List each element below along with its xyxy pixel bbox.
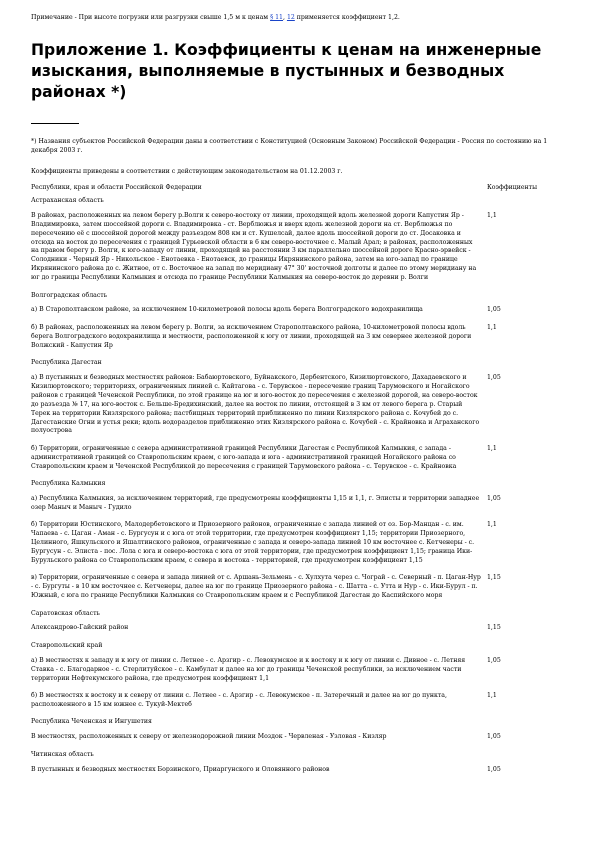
table-row <box>31 733 568 750</box>
page-title: Приложение 1. Коэффициенты к ценам на инженерные изыскания, выполняемые в пустынных и безводных районах *) <box>31 41 542 101</box>
territory-description: а) В пустынных и безводных местностях районов: Бабаюртовского, Буйнакского, Дербентского, Кизилюртовского, Дахадаевского и Кизилюртовского; территориях, ограниченных линией с. Кайтагова - с. Терувское - пересечение границ Тарумовского и Ногайского районов с границей Чеченской Республики, по этой границе на юг и юго-восток до пересечения с железной дорогой, на северо-восток до разъезда № 17, на юго-восток с. Бельше-Бредихинский, далее на восток по линии, отстоящей в 3 км от левого берега р. Старый Терек на территории Кизлярского района; пастбищных территорий приближенно по линии Кизлярского района с. Кочубей до с. Дагестанские Огни и устья реки; вдоль водоразделов приближенно этих Кизлярского района с. Кочубей - с. Крайновка и Аграханского полуострова <box>31 374 480 435</box>
coefficient-value: 1,05 <box>487 656 501 664</box>
coefficient-value <box>487 292 568 307</box>
header-region: Республики, края и области Российской Федерации <box>31 184 202 191</box>
coefficient-value: 1,15 <box>487 624 501 632</box>
coefficient-value <box>487 718 568 733</box>
link-separator: , <box>283 14 285 21</box>
table-row <box>31 374 568 445</box>
territory-description: б) Территории Юстинского, Малодербетовского и Приозерного районов, ограниченные с запада линией от оз. Бор-Манцан - с. им. Чапаева - с. Цаган - Аман - с. Бургусун и с юга от этой территории, где предусмотрен коэффициент 1,15; территории Приозерного, Целинного, Яшкульского и Яшалтинского районов, ограниченные с запада и северо-запада линией 10 км восточнее с. Кетченеры - с. Бургусун - с. Элиста - пос. Лола с юга и северо-востока с юга от этой территории, где предусмотрен коэффициент 1,15; граница Ики-Бурульского района со Ставропольским краем, с севера и востока - территорией, где предусмотрен коэффициент 1,15 <box>31 521 475 564</box>
territory-description: в) Территории, ограниченные с севера и запада линией от с. Аршань-Зельмень - с. Хулхута через с. Чограй - с. Северный - п. Цаган-Нур - с. Бургуты - в 10 км восточнее с. Кетченеры, далее на юг по границе Приозерного района - с. Шатта - с. Утта и Нур - с. Ики-Бурул - п. Южный, с юга по границе Республики Калмыкия со Ставропольским краем и с Республикой Дагестан до Каспийского моря <box>31 574 481 600</box>
region-section-row <box>31 718 568 733</box>
coefficient-value: 1,05 <box>487 494 501 502</box>
table-row <box>31 495 568 521</box>
region-section-row <box>31 610 568 625</box>
note-text-start: Примечание - При высоте погрузки или разгрузки свыше 1,5 м к ценам <box>31 14 269 21</box>
region-name: Волгоградская область <box>31 291 108 299</box>
link-section-12[interactable]: 12 <box>286 14 295 21</box>
coefficient-value: 1,1 <box>487 691 497 699</box>
coefficient-value <box>487 610 568 625</box>
table-row <box>31 657 568 692</box>
loading-height-note <box>31 14 400 22</box>
table-header-row <box>31 184 568 197</box>
coefficient-value: 1,05 <box>487 733 501 741</box>
territory-description: а) Республика Калмыкия, за исключением территорий, где предусмотрены коэффициенты 1,15 и 1,1, г. Элисты и территории западнее озер Маныч и Маныч - Гудило <box>31 494 480 511</box>
region-name: Республика Калмыкия <box>31 480 106 488</box>
region-section-row <box>31 751 568 766</box>
coefficient-value: 1,15 <box>487 574 501 582</box>
region-section-row <box>31 197 568 212</box>
applied-legislation-note: Коэффициенты приведены в соответствии с действующим законодательством на 01.12.2003 г. <box>31 168 343 175</box>
region-name: Ставропольский край <box>31 641 103 649</box>
coefficient-value: 1,05 <box>487 765 501 773</box>
region-name: Республика Чеченская и Ингушетия <box>31 718 152 726</box>
territory-description: б) Территории, ограниченные с севера административной границей Республики Дагестан с Республикой Калмыкия, с запада - административной границей со Ставропольским краем, с юго-запада и юга - административной границей Ногайского района со Ставропольским краем и Чеченской Республикой до пересечения с границей Тарумовского района - с. Терувское - с. Крайновка <box>31 444 457 470</box>
table-row <box>31 445 568 480</box>
table-row <box>31 306 568 323</box>
link-section-11[interactable]: § 11 <box>270 14 283 21</box>
table-row <box>31 574 568 609</box>
territory-description: Александрово-Гайский район <box>31 624 129 632</box>
region-name: Саратовская область <box>31 609 100 617</box>
coefficient-value <box>487 480 568 495</box>
coefficient-value: 1,1 <box>487 211 497 219</box>
table-row <box>31 766 568 783</box>
territory-description: В районах, расположенных на левом берегу р.Волги к северо-востоку от линии, проходящей вдоль железной дороги Капустин Яр - Владимировка, затем шоссейной дороги с. Владимировка - ст. Верблюжья и вверх вдоль железной дороги на ст. Верблюжья по пересечению её с шоссейной дорогой между разъездом 808 км и ст. Кушелсай, далее вдоль шоссейной дороги до ст. Досаковка и отсюда на восток до пересечения с границей Гурьевской области в 6 км северо-восточнее с. Малый Арал; в районах, расположенных на правом берегу р. Волги, к юго-западу от линии, проходящей на расстоянии 3 км параллельно шоссейной дороге Красно-эрвейск - Солодники - Черный Яр - Никольское - Енотаевка - Енотаевск, до границы Икрянинского района, затем на юго-запад по границе Икрянинского района до с. Житное, от с. Восточное на запад по меридиану 47° 30' восточной долготы и далее по этому меридиану на юг до границы Республики Калмыкия и отсюда по границе Республики Калмыкия на северо-восток до деревни р. Волги <box>31 211 477 282</box>
footnote-divider <box>31 123 79 124</box>
territory-description: В пустынных и безводных местностях Борзинского, Приаргунского и Оловянного районов <box>31 765 330 773</box>
coefficient-value <box>487 197 568 212</box>
territory-description: а) В местностях к западу и к югу от линии с. Летнее - с. Арзгир - с. Левокумское и к востоку и к югу от линии с. Дивное - с. Летняя Ставка - с. Благодарное - с. Стерлитуйское - с. Камбулат и далее на юг до границы Чеченской республики, за исключением части территории Нефтекумского района, где предусмотрен коэффициент 1,1 <box>31 656 466 682</box>
region-section-row <box>31 480 568 495</box>
coefficient-value: 1,05 <box>487 306 501 314</box>
region-section-row <box>31 642 568 657</box>
coefficient-value <box>487 359 568 374</box>
coefficient-value <box>487 642 568 657</box>
region-name: Республика Дагестан <box>31 359 102 367</box>
table-row <box>31 692 568 718</box>
coefficient-value: 1,05 <box>487 374 501 381</box>
territory-description: б) В районах, расположенных на левом берегу р. Волги, за исключением Старополтавского района, 10-километровой полосы вдоль берега Волгоградского водохранилища и местности, расположенной к югу от линии, проходящей на 3 км севернее железной дороги Волжский - Капустин Яр <box>31 323 472 349</box>
table-row <box>31 624 568 641</box>
region-name: Астраханская область <box>31 196 104 204</box>
header-coefficient: Коэффициенты <box>487 184 538 191</box>
region-section-row <box>31 359 568 374</box>
table-row <box>31 324 568 359</box>
coefficient-value <box>487 751 568 766</box>
region-name: Читинская область <box>31 750 94 758</box>
coefficient-value: 1,1 <box>487 323 497 331</box>
region-section-row <box>31 292 568 307</box>
territory-description: В местностях, расположенных к северу от железнодорожной линии Моздок - Червленая - Узловая - Кизляр <box>31 733 387 741</box>
coefficients-table-body <box>31 184 568 783</box>
table-row <box>31 521 568 574</box>
coefficients-table <box>31 184 568 783</box>
coefficient-value: 1,1 <box>487 521 497 529</box>
territory-description: а) В Старополтавском районе, за исключением 10-километровой полосы вдоль берега Волгоградского водохранилища <box>31 306 423 314</box>
territory-description: б) В местностях к востоку и к северу от линии с. Летнее - с. Арзгир - с. Левокумское - п. Затеречный и далее на юг до пункта, расположенного в 15 км южнее с. Тукуй-Мектеб <box>31 691 447 708</box>
footnote: *) Названия субъектов Российской Федерации даны в соответствии с Конституцией (Основным Законом) Российской Федерации - Россия по состоянию на 1 декабря 2003 г. <box>31 138 548 154</box>
coefficient-value: 1,1 <box>487 444 497 452</box>
table-row <box>31 212 568 292</box>
note-text-end: применяется коэффициент 1,2. <box>296 14 400 21</box>
